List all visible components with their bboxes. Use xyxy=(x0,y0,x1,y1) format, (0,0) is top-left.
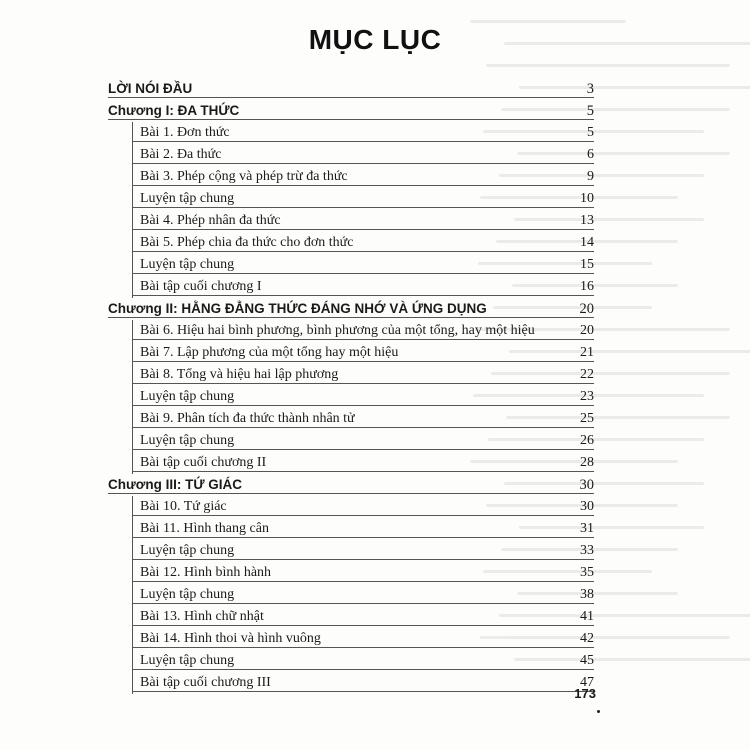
toc-entry-page: 41 xyxy=(580,609,594,624)
toc-entry-label: Luyện tập chung xyxy=(140,587,235,602)
toc-entry-page: 35 xyxy=(580,565,594,580)
toc-entry-row xyxy=(108,342,594,364)
toc-entry-row xyxy=(108,320,594,342)
toc-entry-label: Bài 3. Phép cộng và phép trừ đa thức xyxy=(140,169,348,184)
toc-entry-page: 20 xyxy=(580,323,594,338)
toc-entry-row xyxy=(108,364,594,386)
toc-entry-row xyxy=(108,188,594,210)
toc-entry-row xyxy=(108,386,594,408)
toc-entry-page: 26 xyxy=(580,433,594,448)
toc-entry-page: 6 xyxy=(587,147,594,162)
toc-entry-label: Bài 12. Hình bình hành xyxy=(140,565,272,580)
toc-entry-row xyxy=(108,562,594,584)
toc-entry-label: Bài 11. Hình thang cân xyxy=(140,521,269,536)
toc-entry-label: Bài tập cuối chương I xyxy=(140,279,262,294)
toc-entry-row xyxy=(108,408,594,430)
toc-entry-row xyxy=(108,166,594,188)
show-through-line xyxy=(470,20,626,23)
toc-entry-label: LỜI NÓI ĐẦU xyxy=(108,81,193,96)
toc-entry-label: Bài 6. Hiệu hai bình phương, bình phương của một tổng, hay một hiệu xyxy=(140,323,535,338)
toc-entry-label: Bài 9. Phân tích đa thức thành nhân tử xyxy=(140,411,355,426)
toc-entry-label: Luyện tập chung xyxy=(140,257,235,272)
toc-entry-label: Luyện tập chung xyxy=(140,191,235,206)
toc-entry-page: 10 xyxy=(580,191,594,206)
ink-dot xyxy=(597,710,600,713)
toc-section-row xyxy=(108,100,594,122)
toc-entry-page: 25 xyxy=(580,411,594,426)
toc-entry-page: 28 xyxy=(580,455,594,470)
table-of-contents xyxy=(108,78,594,694)
page-number: 173 xyxy=(574,686,596,701)
toc-entry-label: Chương I: ĐA THỨC xyxy=(108,103,240,118)
toc-entry-row xyxy=(108,496,594,518)
toc-entry-label: Luyện tập chung xyxy=(140,433,235,448)
toc-entry-row xyxy=(108,606,594,628)
toc-entry-page: 42 xyxy=(580,631,594,646)
toc-entry-page: 5 xyxy=(586,103,594,119)
toc-entry-page: 31 xyxy=(580,521,594,536)
toc-entry-row xyxy=(108,628,594,650)
toc-entry-page: 33 xyxy=(580,543,594,558)
toc-entry-page: 20 xyxy=(579,301,594,317)
toc-entry-row xyxy=(108,584,594,606)
toc-entry-page: 9 xyxy=(587,169,594,184)
toc-entry-page: 47 xyxy=(580,675,594,690)
toc-entry-label: Bài 13. Hình chữ nhật xyxy=(140,609,264,624)
toc-entry-row xyxy=(108,650,594,672)
toc-entry-label: Bài 2. Đa thức xyxy=(140,147,222,162)
toc-entry-label: Chương II: HẰNG ĐẲNG THỨC ĐÁNG NHỚ VÀ ỨNG DỤNG xyxy=(108,301,487,316)
toc-entry-label: Bài 1. Đơn thức xyxy=(140,125,230,140)
toc-section-row xyxy=(108,78,594,100)
toc-entry-page: 45 xyxy=(580,653,594,668)
toc-entry-page: 14 xyxy=(580,235,594,250)
toc-entry-row xyxy=(108,540,594,562)
toc-entry-label: Bài 8. Tổng và hiệu hai lập phương xyxy=(140,367,339,382)
toc-entry-row xyxy=(108,452,594,474)
toc-entry-row xyxy=(108,430,594,452)
toc-entry-label: Bài tập cuối chương II xyxy=(140,455,267,470)
toc-entry-label: Bài 14. Hình thoi và hình vuông xyxy=(140,631,321,646)
toc-entry-row xyxy=(108,144,594,166)
toc-entry-page: 38 xyxy=(580,587,594,602)
toc-entry-label: Bài 10. Tứ giác xyxy=(140,499,227,514)
toc-entry-label: Luyện tập chung xyxy=(140,389,235,404)
toc-entry-page: 30 xyxy=(580,499,594,514)
toc-entry-page: 30 xyxy=(579,477,594,493)
toc-entry-row xyxy=(108,122,594,144)
toc-entry-label: Luyện tập chung xyxy=(140,543,235,558)
toc-entry-row xyxy=(108,254,594,276)
toc-section-row xyxy=(108,298,594,320)
toc-entry-row xyxy=(108,232,594,254)
toc-entry-page: 15 xyxy=(580,257,594,272)
toc-entry-page: 16 xyxy=(580,279,594,294)
toc-entry-row xyxy=(108,672,594,694)
show-through-line xyxy=(486,64,730,67)
toc-entry-page: 13 xyxy=(580,213,594,228)
toc-entry-label: Bài 5. Phép chia đa thức cho đơn thức xyxy=(140,235,354,250)
toc-entry-page: 23 xyxy=(580,389,594,404)
toc-entry-page: 22 xyxy=(580,367,594,382)
toc-entry-label: Luyện tập chung xyxy=(140,653,235,668)
toc-entry-page: 21 xyxy=(580,345,594,360)
toc-entry-label: Bài 4. Phép nhân đa thức xyxy=(140,213,281,228)
toc-entry-row xyxy=(108,276,594,298)
toc-section-row xyxy=(108,474,594,496)
page-title: MỤC LỤC xyxy=(308,24,442,55)
toc-entry-label: Bài 7. Lập phương của một tổng hay một hiệu xyxy=(140,345,399,360)
toc-entry-row xyxy=(108,518,594,540)
toc-entry-page: 3 xyxy=(586,81,594,97)
toc-entry-row xyxy=(108,210,594,232)
toc-entry-label: Bài tập cuối chương III xyxy=(140,675,271,690)
toc-entry-label: Chương III: TỨ GIÁC xyxy=(108,477,243,492)
toc-entry-page: 5 xyxy=(587,125,594,140)
